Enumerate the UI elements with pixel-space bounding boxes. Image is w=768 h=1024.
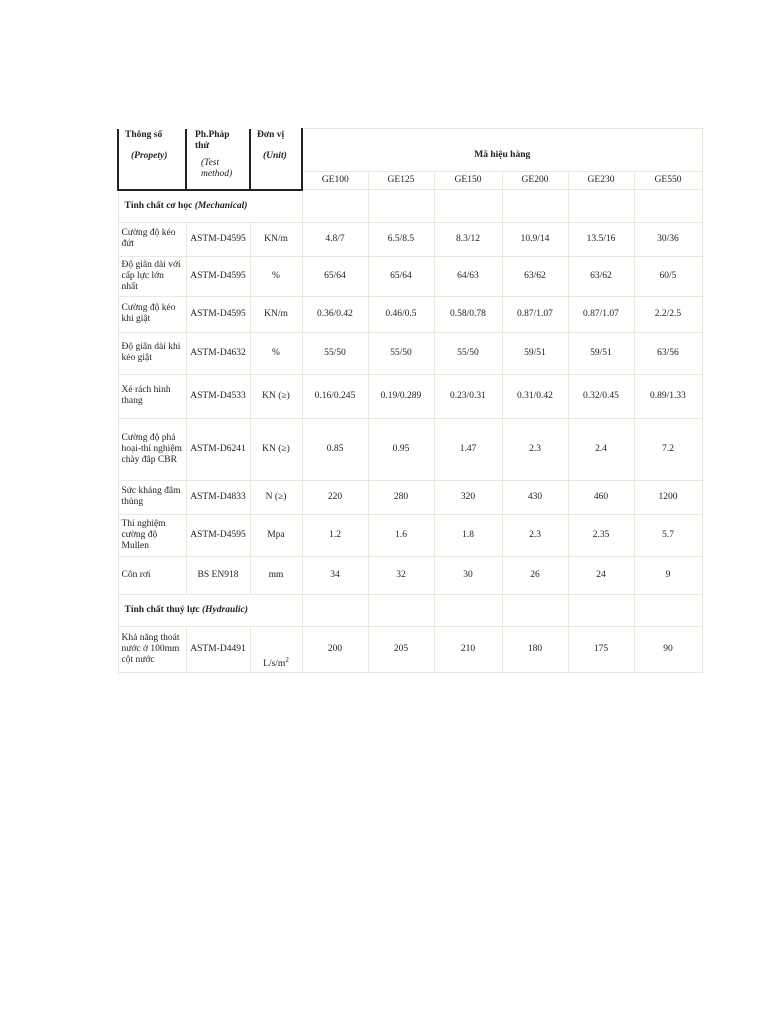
section-title: Tính chất cơ học (Mechanical) [118, 190, 302, 223]
value-cell: 210 [434, 626, 502, 672]
value-cell: 180 [502, 626, 568, 672]
unit: mm [250, 556, 302, 594]
section-hydraulic [118, 594, 702, 626]
table-row [118, 296, 702, 332]
value-cell: 55/50 [368, 332, 434, 374]
value-cell: 7.2 [634, 418, 702, 480]
value-cell: 63/56 [634, 332, 702, 374]
property-name: Độ giãn dài với cấp lực lớn nhất [118, 256, 186, 296]
unit: KN/m [250, 222, 302, 256]
header-method-en: (Test method) [201, 157, 233, 179]
unit: KN/m [250, 296, 302, 332]
product-code: GE100 [302, 172, 368, 190]
table-row [118, 626, 702, 672]
header-method-vi: Ph.Pháp thử [195, 129, 230, 151]
value-cell: 0.85 [302, 418, 368, 480]
value-cell: 63/62 [568, 256, 634, 296]
header-property-en: (Propety) [131, 150, 168, 161]
unit: KN (≥) [250, 418, 302, 480]
value-cell: 63/62 [502, 256, 568, 296]
value-cell: 0.31/0.42 [502, 374, 568, 418]
value-cell: 1.2 [302, 514, 368, 556]
value-cell: 1.47 [434, 418, 502, 480]
value-cell: 460 [568, 480, 634, 514]
value-cell: 65/64 [368, 256, 434, 296]
value-cell: 1200 [634, 480, 702, 514]
header-method-cell [186, 129, 250, 190]
test-method: ASTM-D4833 [186, 480, 250, 514]
test-method: ASTM-D4533 [186, 374, 250, 418]
test-method: ASTM-D4595 [186, 514, 250, 556]
value-cell: 9 [634, 556, 702, 594]
property-name: Thí nghiệm cường độ Mullen [118, 514, 186, 556]
value-cell: 64/63 [434, 256, 502, 296]
value-cell: 0.87/1.07 [568, 296, 634, 332]
property-name: Cường độ phá hoại-thí nghiệm chày đâp CBR [118, 418, 186, 480]
section-title: Tính chất thuỷ lực (Hydraulic) [118, 594, 302, 626]
table-row [118, 418, 702, 480]
table-row [118, 222, 702, 256]
value-cell: 0.16/0.245 [302, 374, 368, 418]
header-unit-vi: Đơn vị [257, 129, 285, 140]
unit: % [250, 332, 302, 374]
unit: N (≥) [250, 480, 302, 514]
header-property-vi: Thông số [125, 129, 163, 140]
value-cell: 1.6 [368, 514, 434, 556]
product-code: GE125 [368, 172, 434, 190]
value-cell: 320 [434, 480, 502, 514]
value-cell: 59/51 [568, 332, 634, 374]
value-cell: 175 [568, 626, 634, 672]
value-cell: 0.19/0.289 [368, 374, 434, 418]
value-cell: 55/50 [434, 332, 502, 374]
test-method: ASTM-D4595 [186, 296, 250, 332]
test-method: ASTM-D4632 [186, 332, 250, 374]
value-cell: 2.3 [502, 418, 568, 480]
value-cell: 90 [634, 626, 702, 672]
value-cell: 60/5 [634, 256, 702, 296]
test-method: BS EN918 [186, 556, 250, 594]
table-row [118, 332, 702, 374]
value-cell: 2.4 [568, 418, 634, 480]
property-name: Côn rơi [118, 556, 186, 594]
property-name: Cường độ kéo đứt [118, 222, 186, 256]
value-cell: 6.5/8.5 [368, 222, 434, 256]
value-cell: 0.23/0.31 [434, 374, 502, 418]
value-cell: 0.58/0.78 [434, 296, 502, 332]
value-cell: 0.46/0.5 [368, 296, 434, 332]
table-row [118, 256, 702, 296]
table-row [118, 480, 702, 514]
unit: $L/s/m^2$ [250, 626, 302, 672]
value-cell: 65/64 [302, 256, 368, 296]
value-cell: 5.7 [634, 514, 702, 556]
value-cell: 13.5/16 [568, 222, 634, 256]
value-cell: 59/51 [502, 332, 568, 374]
value-cell: 32 [368, 556, 434, 594]
value-cell: 0.89/1.33 [634, 374, 702, 418]
header-unit-cell [250, 129, 302, 190]
value-cell: 0.32/0.45 [568, 374, 634, 418]
table-row [118, 374, 702, 418]
value-cell: 55/50 [302, 332, 368, 374]
test-method: ASTM-D6241 [186, 418, 250, 480]
unit: % [250, 256, 302, 296]
value-cell: 220 [302, 480, 368, 514]
value-cell: 34 [302, 556, 368, 594]
property-name: Độ giãn dài khi kéo giật [118, 332, 186, 374]
test-method: ASTM-D4491 [186, 626, 250, 672]
value-cell: 0.87/1.07 [502, 296, 568, 332]
value-cell: 4.8/7 [302, 222, 368, 256]
value-cell: 8.3/12 [434, 222, 502, 256]
property-name: Sức kháng đâm thủng [118, 480, 186, 514]
property-name: Xé rách hình thang [118, 374, 186, 418]
product-code: GE230 [568, 172, 634, 190]
value-cell: 1.8 [434, 514, 502, 556]
header-row-1 [118, 129, 702, 172]
header-unit-en: (Unit) [263, 150, 287, 161]
value-cell: 2.35 [568, 514, 634, 556]
value-cell: 24 [568, 556, 634, 594]
value-cell: 26 [502, 556, 568, 594]
test-method: ASTM-D4595 [186, 256, 250, 296]
test-method: ASTM-D4595 [186, 222, 250, 256]
table-row [118, 514, 702, 556]
value-cell: 30 [434, 556, 502, 594]
value-cell: 0.36/0.42 [302, 296, 368, 332]
value-cell: 200 [302, 626, 368, 672]
value-cell: 0.95 [368, 418, 434, 480]
property-name: Cường độ kéo khi giật [118, 296, 186, 332]
property-name: Khả năng thoát nước ở 100mm cột nước [118, 626, 186, 672]
value-cell: 205 [368, 626, 434, 672]
value-cell: 280 [368, 480, 434, 514]
value-cell: 2.3 [502, 514, 568, 556]
product-code: GE550 [634, 172, 702, 190]
value-cell: 30/36 [634, 222, 702, 256]
value-cell: 430 [502, 480, 568, 514]
product-code: GE150 [434, 172, 502, 190]
section-mechanical [118, 190, 702, 223]
header-property-cell [118, 129, 186, 190]
unit: Mpa [250, 514, 302, 556]
product-code: GE200 [502, 172, 568, 190]
product-group-title: Mã hiệu hàng [302, 129, 702, 172]
table-row [118, 556, 702, 594]
spec-table [117, 128, 703, 673]
value-cell: 2.2/2.5 [634, 296, 702, 332]
unit: KN (≥) [250, 374, 302, 418]
value-cell: 10.9/14 [502, 222, 568, 256]
